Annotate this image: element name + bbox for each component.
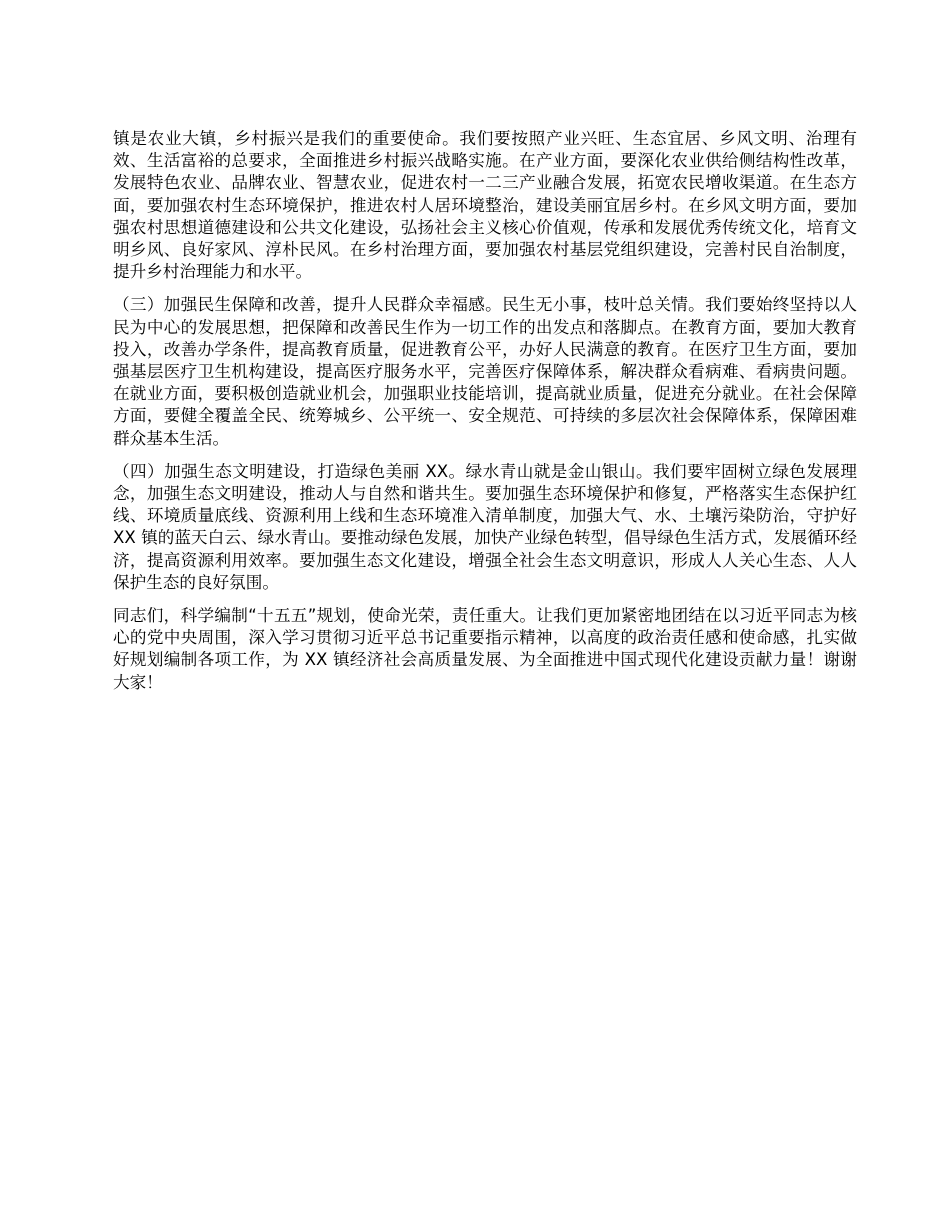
paragraph-closing: 同志们，科学编制“十五五”规划，使命光荣，责任重大。让我们更加紧密地团结在以习近平同志为核心的党中央周围，深入学习贯彻习近平总书记重要指示精神，以高度的政治责任感和使命感，扎实做好规划编制各项工作，为 XX 镇经济社会高质量发展、为全面推进中国式现代化建设贡献力量！谢谢大家！	[113, 606, 857, 692]
paragraph-livelihood: （三）加强民生保障和改善，提升人民群众幸福感。民生无小事，枝叶总关情。我们要始终坚持以人民为中心的发展思想，把保障和改善民生作为一切工作的出发点和落脚点。在教育方面，要加大教育投入，改善办学条件，提高教育质量，促进教育公平，办好人民满意的教育。在医疗卫生方面，要加强基层医疗卫生机构建设，提高医疗服务水平，完善医疗保障体系，解决群众看病难、看病贵问题。在就业方面，要积极创造就业机会，加强职业技能培训，提高就业质量，促进充分就业。在社会保障方面，要健全覆盖全民、统筹城乡、公平统一、安全规范、可持续的多层次社会保障体系，保障困难群众基本生活。	[113, 295, 857, 448]
document-body	[113, 128, 857, 705]
paragraph-rural-revitalization: 镇是农业大镇，乡村振兴是我们的重要使命。我们要按照产业兴旺、生态宜居、乡风文明、治理有效、生活富裕的总要求，全面推进乡村振兴战略实施。在产业方面，要深化农业供给侧结构性改革，发展特色农业、品牌农业、智慧农业，促进农村一二三产业融合发展，拓宽农民增收渠道。在生态方面，要加强农村生态环境保护，推进农村人居环境整治，建设美丽宜居乡村。在乡风文明方面，要加强农村思想道德建设和公共文化建设，弘扬社会主义核心价值观，传承和发展优秀传统文化，培育文明乡风、良好家风、淳朴民风。在乡村治理方面，要加强农村基层党组织建设，完善村民自治制度，提升乡村治理能力和水平。	[113, 129, 857, 282]
paragraph-ecology: （四）加强生态文明建设，打造绿色美丽 XX。绿水青山就是金山银山。我们要牢固树立绿色发展理念，加强生态文明建设，推动人与自然和谐共生。要加强生态环境保护和修复，严格落实生态保护红线、环境质量底线、资源利用上线和生态环境准入清单制度，加强大气、水、土壤污染防治，守护好 XX 镇的蓝天白云、绿水青山。要推动绿色发展，加快产业绿色转型，倡导绿色生活方式，发展循环经济，提高资源利用效率。要加强生态文化建设，增强全社会生态文明意识，形成人人关心生态、人人保护生态的良好氛围。	[113, 461, 857, 592]
